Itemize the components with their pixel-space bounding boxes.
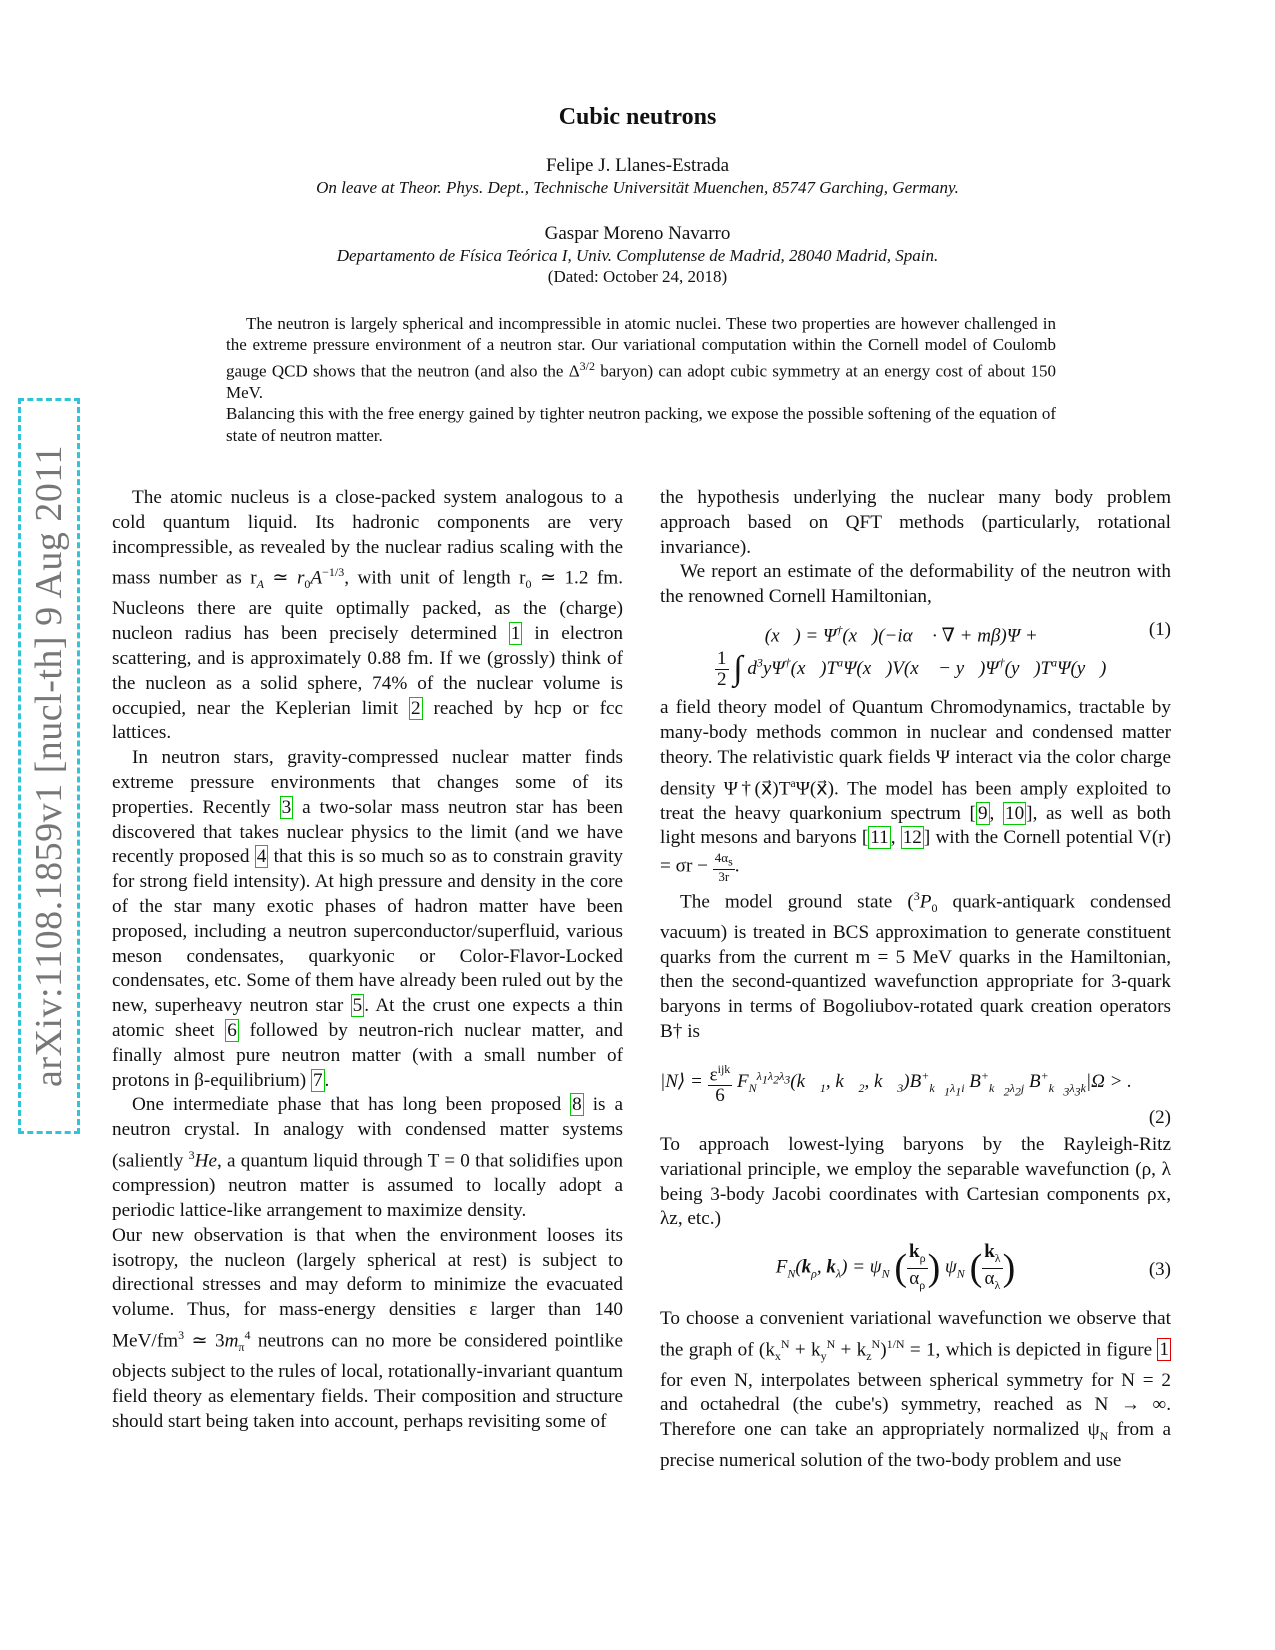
text: from a precise numerical solution of the two-body problem and use: [660, 1419, 1171, 1471]
figure-link[interactable]: 1: [1159, 1338, 1170, 1360]
text: a field theory model of Quantum Chromodynamics, tractable by many-body methods common in nuclear and condensed matter theory. The relativistic quark fields Ψ interact via the color charge density Ψ†(x⃗)T: [660, 697, 1171, 799]
text: , as well as both light mesons and baryons: [660, 802, 1171, 849]
abstract-paragraph-1: The neutron is largely spherical and incompressible in atomic nuclei. These two properties are however challenged in the extreme pressure environment of a neutron star. Our variational computation within the Cornell model of Coulomb gauge QCD shows that the neutron (and also the $\Delta^{3/2}$ baryon) can adopt cubic symmetry at an energy cost of about 150 MeV.: [226, 314, 1057, 402]
paragraph: To choose a convenient variational wavefunction we observe that the graph of $(k_x^N + k_y^N + k_z^N)^{1/N} = 1$, which is depicted in figure 1 for even N, interpolates between spherical symmetry for N = 2 and octahedral (the cube's) symmetry, reached as N → ∞. Therefore one can take an appropriately normalized $\psi_N$ from a precise numerical solution of the two-body problem and use: [660, 1307, 1171, 1471]
citation-link[interactable]: 12: [902, 827, 922, 849]
text: reached by hcp or fcc lattices.: [112, 697, 623, 744]
paragraph: the hypothesis underlying the nuclear many body problem approach based on QFT methods (particularly, rotational invariance).: [660, 487, 1171, 558]
paragraph: We report an estimate of the deformability of the neutron with the renowned Cornell Hamiltonian,: [660, 561, 1171, 608]
text: is a neutron crystal. In analogy with condensed matter systems (saliently: [112, 1094, 623, 1172]
equation-number: (3): [1148, 1259, 1171, 1281]
text: that this is so much so as to constrain gravity for strong field intensity). At high pressure and density in the core of the star many exotic phases of hadron matter have been proposed, including a neutron superconductor/superfluid, various meson condensates, quarkyonic or Color-Flavor-Locked condensates, etc. Some of them have already been ruled out by the new, superheavy neutron star: [112, 846, 624, 1017]
text: , with unit of length r: [344, 567, 526, 589]
equation-3: [660, 1242, 1171, 1295]
paragraph: a field theory model of Quantum Chromodynamics, tractable by many-body methods common in nuclear and condensed matter theory. The relativistic quark fields Ψ interact via the color charge density $\Psi\dagger(x⃗)T^a\Psi(x⃗)$. The model has been amply exploited to treat the heavy quarkonium spectrum [ 9 , 10 ], as well as both light mesons and baryons [ 11 , 12 ] with the Cornell potential V(r) = σr − $\frac{4\alpha_s}{3r}$ .: [660, 697, 1172, 884]
citation-link[interactable]: 3: [281, 796, 292, 818]
text: Ψ(x⃗). The model has been amply exploited to treat the heavy quarkonium spectrum: [660, 777, 1171, 824]
dated-line: (Dated: October 24, 2018): [547, 267, 728, 286]
citation-link[interactable]: 1: [510, 623, 521, 645]
text: a two-solar mass neutron star has been discovered that takes nuclear physics to the limit (and we have recently proposed: [112, 796, 624, 868]
citation-link[interactable]: 9: [977, 802, 988, 824]
equation-2: [660, 1059, 1171, 1131]
left-column: [112, 486, 623, 1434]
text: The model ground state (: [680, 891, 914, 913]
text: . At the crust one expects a thin atomic sheet: [112, 995, 623, 1041]
paragraph: To approach lowest-lying baryons by the Rayleigh-Ritz variational principle, we employ the separable wavefunction (ρ, λ being 3-body Jacobi coordinates with Cartesian components ρx, λz, etc.): [660, 1134, 1171, 1230]
text: In neutron stars, gravity-compressed nuclear matter finds extreme pressure environments that changes some of its properties. Recently: [112, 747, 623, 818]
right-column: [660, 486, 1171, 1474]
text: for even N, interpolates between spherical symmetry for N = 2 and octahedral (the cube's) symmetry, reached as N → ∞. Therefore one can take an appropriately normalized ψ: [660, 1369, 1171, 1441]
text: followed by neutron-rich nuclear matter, and finally almost pure neutron matter (with a small number of protons in β-equilibrium): [112, 1019, 624, 1091]
equation-1-line-1: ℋ(x⃗) = Ψ†(x⃗)(−iα⃗ · ∇ + mβ)Ψ +: [750, 622, 1038, 647]
paragraph: In neutron stars, gravity-compressed nuclear matter finds extreme pressure environments that changes some of its properties. Recently 3 a two-solar mass neutron star has been discovered that takes nuclear physics to the limit (and we have recently proposed 4 that this is so much so as to constrain gravity for strong field intensity). At high pressure and density in the core of the star many exotic phases of hadron matter have been proposed, including a neutron superconductor/superfluid, various meson condensates, quarkyonic or Color-Flavor-Locked condensates, etc. Some of them have already been ruled out by the new, superheavy neutron star 5 . At the crust one expects a thin atomic sheet 6 followed by neutron-rich nuclear matter, and finally almost pure neutron matter (with a small number of protons in β-equilibrium) 7 .: [112, 747, 624, 1091]
text: in electron scattering, and is approximately 0.88 fm. If we (grossly) think of the nucleon as a solid sphere, 74% of the nuclear volume is occupied, near the Keplerian limit: [112, 623, 624, 719]
equation-1: [660, 618, 1171, 690]
text: Our new observation is that when the environment looses its isotropy, the nucleon (largely spherical at rest) is subject to directional stresses and may deform to minimize the evacuated volume. Thus, for mass-energy densities ε larger than 140 MeV/fm: [112, 1224, 623, 1352]
text: quark-antiquark condensed vacuum) is treated in BCS approximation to generate constituent quarks from the current m = 5 MeV quarks in the Hamiltonian, then the second-quantized wavefunction appropriate for 3-quark baryons in terms of Bogoliubov-rotated quark creation operators B† is: [660, 891, 1172, 1043]
paragraph: The model ground state ($^3P_0$ quark-antiquark condensed vacuum) is treated in BCS approximation to generate constituent quarks from the current m = 5 MeV quarks in the Hamiltonian, then the second-quantized wavefunction appropriate for 3-quark baryons in terms of Bogoliubov-rotated quark creation operators B† is: [660, 888, 1172, 1043]
paragraph: The atomic nucleus is a close-packed system analogous to a cold quantum liquid. Its hadronic components are very incompressible, as revealed by the nuclear radius scaling with the mass number as $r_A$ ≃ $r_0A^{-1/3}$, with unit of length $r_0$ ≃ 1.2 fm. Nucleons there are quite optimally packed, as the (charge) nucleon radius has been precisely determined 1 in electron scattering, and is approximately 0.88 fm. If we (grossly) think of the nucleon as a solid sphere, 74% of the nuclear volume is occupied, near the Keplerian limit 2 reached by hcp or fcc lattices.: [112, 487, 624, 744]
author-affiliation-2: Departamento de Física Teórica I, Univ. Complutense de Madrid, 28040 Madrid, Spain.: [336, 246, 939, 265]
text: = 1, which is depicted in figure: [909, 1338, 1153, 1360]
arxiv-stamp: [18, 398, 80, 1134]
abstract: [226, 313, 1056, 446]
text: One intermediate phase that has long been proposed: [132, 1094, 562, 1116]
text: , a quantum liquid through T = 0 that solidifies upon compression) neutron matter is assumed to locally adopt a periodic lattice-like arrangement to maximize density.: [112, 1150, 623, 1221]
equation-number: (2): [1148, 1107, 1171, 1129]
arxiv-identifier: arXiv:1108.1859v1 [nucl-th] 9 Aug 2011: [28, 444, 70, 1088]
text: neutrons can no more be considered pointlike objects subject to the rules of local, rotationally-invariant quantum field theory as elementary fields. Their composition and structure should start being taken into account, perhaps revisiting some of: [112, 1330, 624, 1432]
citation-link[interactable]: 8: [572, 1094, 582, 1116]
citation-link[interactable]: 7: [312, 1069, 323, 1091]
abstract-paragraph-2: Balancing this with the free energy gained by tighter neutron packing, we expose the possible softening of the equation of state of neutron matter.: [226, 404, 1056, 445]
paper-title: Cubic neutrons: [558, 104, 717, 130]
citation-link[interactable]: 10: [1004, 802, 1025, 824]
author-affiliation-1: On leave at Theor. Phys. Dept., Technische Universität Muenchen, 85747 Garching, Germany.: [316, 178, 959, 197]
author-name-1: Felipe J. Llanes-Estrada: [545, 155, 730, 176]
paragraph: One intermediate phase that has long been proposed 8 is a neutron crystal. In analogy with condensed matter systems (saliently $^3$He, a quantum liquid through T = 0 that solidifies upon compression) neutron matter is assumed to locally adopt a periodic lattice-like arrangement to maximize density.: [112, 1094, 623, 1221]
citation-link[interactable]: 4: [256, 846, 267, 868]
abstract-text: baryon) can adopt cubic symmetry at an energy cost of about 150 MeV.: [226, 361, 1057, 402]
citation-link[interactable]: 5: [352, 995, 363, 1017]
author-name-2: Gaspar Moreno Navarro: [544, 223, 731, 244]
citation-link[interactable]: 11: [870, 827, 889, 849]
equation-number: (1): [1148, 618, 1171, 640]
abstract-text: The neutron is largely spherical and incompressible in atomic nuclei. These two properties are however challenged in the extreme pressure environment of a neutron star. Our variational computation within the Cornell model of Coulomb gauge QCD shows that the neutron (and also the Δ: [226, 314, 1056, 381]
text: with the Cornell potential V(r) = σr −: [660, 827, 1172, 877]
text: To choose a convenient variational wavefunction we observe that the graph of (k: [660, 1307, 1171, 1360]
equation-1-line-2: $\frac{1}{2}$ ∫ $d^3y\Psi^\dagger(x⃗)T^a\Psi(x⃗)V(x⃗$ − $y⃗)\Psi^\dagger(y⃗)T^a\Psi(y⃗)$: [717, 648, 1107, 691]
citation-link[interactable]: 2: [410, 697, 421, 719]
paragraph: Our new observation is that when the environment looses its isotropy, the nucleon (largely spherical at rest) is subject to directional stresses and may deform to minimize the evacuated volume. Thus, for mass-energy densities ε larger than 140 MeV/$fm^3$ ≃ $3m_\pi^4$ neutrons can no more be considered pointlike objects subject to the rules of local, rotationally-invariant quantum field theory as elementary fields. Their composition and structure should start being taken into account, perhaps revisiting some of: [112, 1224, 624, 1432]
equation-2-body: |N⟩ = $\frac{\varepsilon^{ijk}}{6}$ $F_N^{\lambda_1\lambda_2\lambda_3}(k⃗_1$, $k⃗_2$, $k⃗_3)B^+_{k⃗_1\lambda_1i}$ $B^+_{k⃗_2\lambda_2j}$ $B^+_{k⃗_3\lambda_3k}|\Omega$ > .: [660, 1059, 1171, 1106]
text: The atomic nucleus is a close-packed system analogous to a cold quantum liquid. Its hadronic components are very incompressible, as revealed by the nuclear radius scaling with the mass number as r: [112, 487, 623, 589]
equation-3-body: $F_N(k_\rho$, $k_\lambda) = \psi_N$ ( $\frac{k_\rho}{\alpha_\rho}$ ) $\psi_N$ ( $\frac{k_\lambda}{\alpha_\lambda}$ ): [775, 1241, 1016, 1292]
citation-link[interactable]: 6: [227, 1019, 237, 1041]
text: ≃ 1.2 fm. Nucleons there are quite optimally packed, as the (charge) nucleon radius has been precisely determined: [112, 567, 623, 645]
